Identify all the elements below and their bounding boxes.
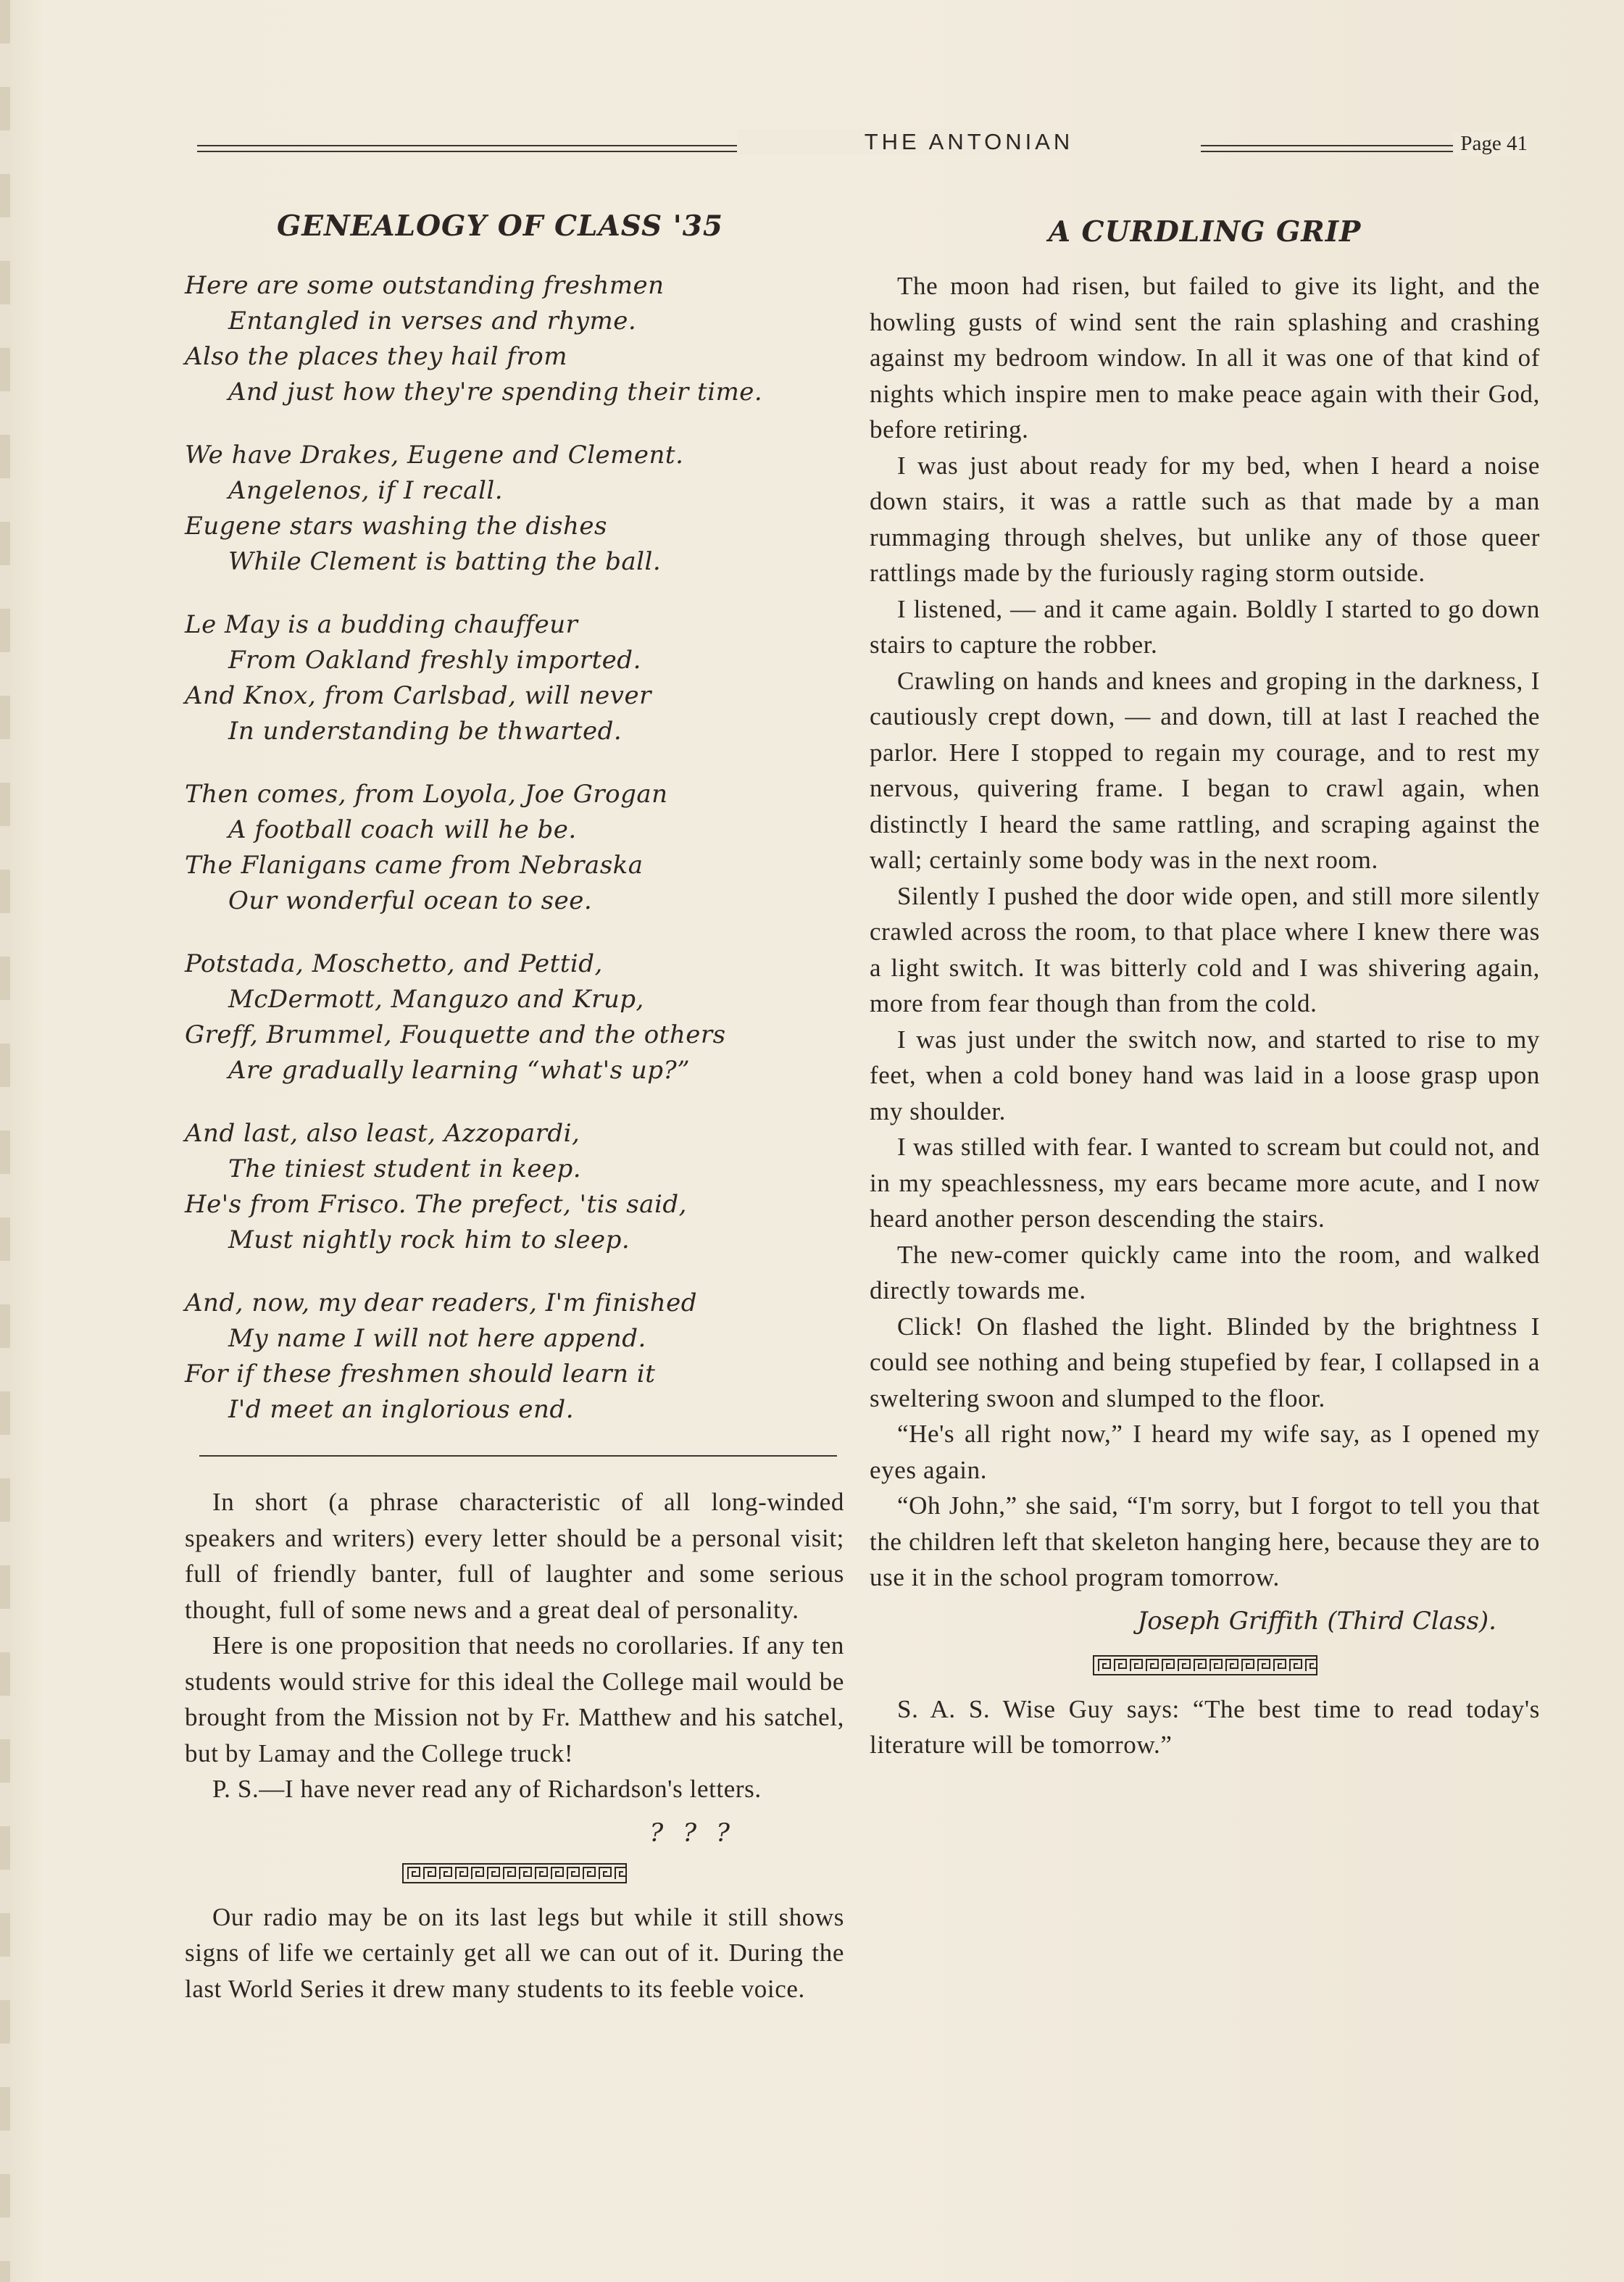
- poem-line: Our wonderful ocean to see.: [228, 886, 593, 915]
- poem-line: Angelenos, if I recall.: [228, 476, 504, 505]
- story-paragraph: Crawling on hands and knees and groping in the darkness, I cautiously crept down, — and down, till at last I reached the parlor. Here I stopped to regain my courage, and to rest my nervous, quivering frame. I began to crawl again, when distinctly I heard the same rattling, and scraping against the wall; certainly some body was in the next room.: [870, 666, 1540, 874]
- letters-section: [185, 1484, 844, 1807]
- poem-line: For if these freshmen should learn it: [185, 1359, 656, 1388]
- story-paragraph: I was stilled with fear. I wanted to scream but could not, and in my speachlessness, my ears became more acute, and I now heard another person descending the stairs.: [870, 1133, 1540, 1233]
- poem-line: And just how they're spending their time.: [228, 378, 763, 407]
- poem-line: Le May is a budding chauffeur: [185, 610, 578, 639]
- poem-line: Must nightly rock him to sleep.: [228, 1225, 630, 1254]
- letters-paragraph: P. S.—I have never read any of Richardson's letters.: [212, 1775, 762, 1803]
- poem-stanza: [185, 1286, 844, 1428]
- poem-stanza: [185, 946, 844, 1088]
- left-column: [185, 210, 844, 2007]
- section-divider: [199, 1455, 837, 1457]
- poem-body: [185, 268, 844, 1428]
- letters-signoff: ? ? ?: [649, 1818, 736, 1848]
- poem-line: Greff, Brummel, Fouquette and the others: [185, 1020, 726, 1049]
- page-header: [197, 123, 1528, 174]
- greek-key-ornament-icon: [870, 1655, 1540, 1675]
- poem-line: Then comes, from Loyola, Joe Grogan: [185, 780, 668, 809]
- story-paragraph: I was just about ready for my bed, when I heard a noise down stairs, it was a rattle such as that made by a man rummaging through shelves, but unlike any of those queer rattlings made by the furiously raging storm outside.: [870, 451, 1540, 587]
- story-paragraph: Silently I pushed the door wide open, and still more silently crawled across the room, to that place where I knew there was a light switch. It was bitterly cold and I was shivering again, more from fear though than from the cold.: [870, 881, 1540, 1017]
- story-body: [870, 268, 1540, 1596]
- letters-paragraph: In short (a phrase characteristic of all long-winded speakers and writers) every letter should be a personal visit; full of friendly banter, full of laughter and some serious thought, full of some news and a great deal of personality.: [185, 1488, 844, 1624]
- story-paragraph: The moon had risen, but failed to give its light, and the howling gusts of wind sent the rain splashing and crashing against my bedroom window. In all it was one of that kind of nights which inspire men to make peace again with their God, before retiring.: [870, 272, 1540, 444]
- poem-line: The Flanigans came from Nebraska: [185, 851, 644, 880]
- story-byline: Joseph Griffith (Third Class).: [1137, 1606, 1496, 1636]
- poem-stanza: [185, 1116, 844, 1258]
- story-paragraph: Click! On flashed the light. Blinded by the brightness I could see nothing and being stupefied by fear, I collapsed in a sweltering swoon and slumped to the floor.: [870, 1312, 1540, 1412]
- poem-stanza: [185, 268, 844, 410]
- poem-line: Potstada, Moschetto, and Pettid,: [185, 949, 603, 978]
- story-paragraph: I was just under the switch now, and started to rise to my feet, when a cold boney hand was laid in a loose grasp upon my shoulder.: [870, 1025, 1540, 1125]
- wise-guy-quote: S. A. S. Wise Guy says: “The best time to read today's literature will be tomorrow.”: [870, 1694, 1540, 1759]
- poem-line: Also the places they hail from: [185, 342, 567, 371]
- poem-line: And, now, my dear readers, I'm finished: [185, 1288, 697, 1317]
- poem-line: We have Drakes, Eugene and Clement.: [185, 441, 684, 470]
- poem-line: I'd meet an inglorious end.: [228, 1395, 574, 1424]
- poem-line: McDermott, Manguzo and Krup,: [228, 985, 644, 1014]
- poem-title: GENEALOGY OF CLASS '35: [276, 209, 723, 243]
- greek-key-ornament-icon: [185, 1863, 844, 1883]
- story-paragraph: “Oh John,” she said, “I'm sorry, but I forgot to tell you that the children left that skeleton hanging here, because they are to use it in the school program tomorrow.: [870, 1491, 1540, 1591]
- story-paragraph: The new-comer quickly came into the room, and walked directly towards me.: [870, 1240, 1540, 1304]
- poem-line: Here are some outstanding freshmen: [185, 271, 665, 300]
- poem-line: A football coach will he be.: [228, 815, 577, 844]
- page-number: Page 41: [1453, 132, 1528, 156]
- poem-line: In understanding be thwarted.: [228, 717, 622, 746]
- poem-stanza: [185, 438, 844, 580]
- poem-line: Are gradually learning “what's up?”: [228, 1056, 691, 1085]
- poem-line: Entangled in verses and rhyme.: [228, 307, 637, 336]
- poem-line: While Clement is batting the ball.: [228, 547, 662, 576]
- poem-line: He's from Frisco. The prefect, 'tis said,: [185, 1190, 687, 1219]
- poem-stanza: [185, 777, 844, 919]
- poem-line: Eugene stars washing the dishes: [185, 512, 607, 541]
- poem-line: From Oakland freshly imported.: [228, 646, 641, 675]
- right-column: [870, 210, 1540, 1763]
- poem-line: My name I will not here append.: [228, 1324, 646, 1353]
- poem-stanza: [185, 607, 844, 749]
- radio-paragraph: Our radio may be on its last legs but while it still shows signs of life we certainly get all we can out of it. During the last World Series it drew many students to its feeble voice.: [185, 1902, 844, 2003]
- letters-paragraph: Here is one proposition that needs no corollaries. If any ten students would strive for this ideal the College mail would be brought from the Mission not by Fr. Matthew and his satchel, but by Lamay and the College truck!: [185, 1631, 844, 1767]
- poem-line: And Knox, from Carlsbad, will never: [185, 681, 651, 710]
- story-paragraph: “He's all right now,” I heard my wife say, as I opened my eyes again.: [870, 1420, 1540, 1484]
- poem-line: The tiniest student in keep.: [228, 1154, 582, 1183]
- story-title: A CURDLING GRIP: [1048, 215, 1362, 249]
- poem-line: And last, also least, Azzopardi,: [185, 1119, 580, 1148]
- story-paragraph: I listened, — and it came again. Boldly I started to go down stairs to capture the robber.: [870, 594, 1540, 659]
- binding-edge: [0, 0, 10, 2282]
- masthead: THE ANTONIAN: [737, 129, 1201, 155]
